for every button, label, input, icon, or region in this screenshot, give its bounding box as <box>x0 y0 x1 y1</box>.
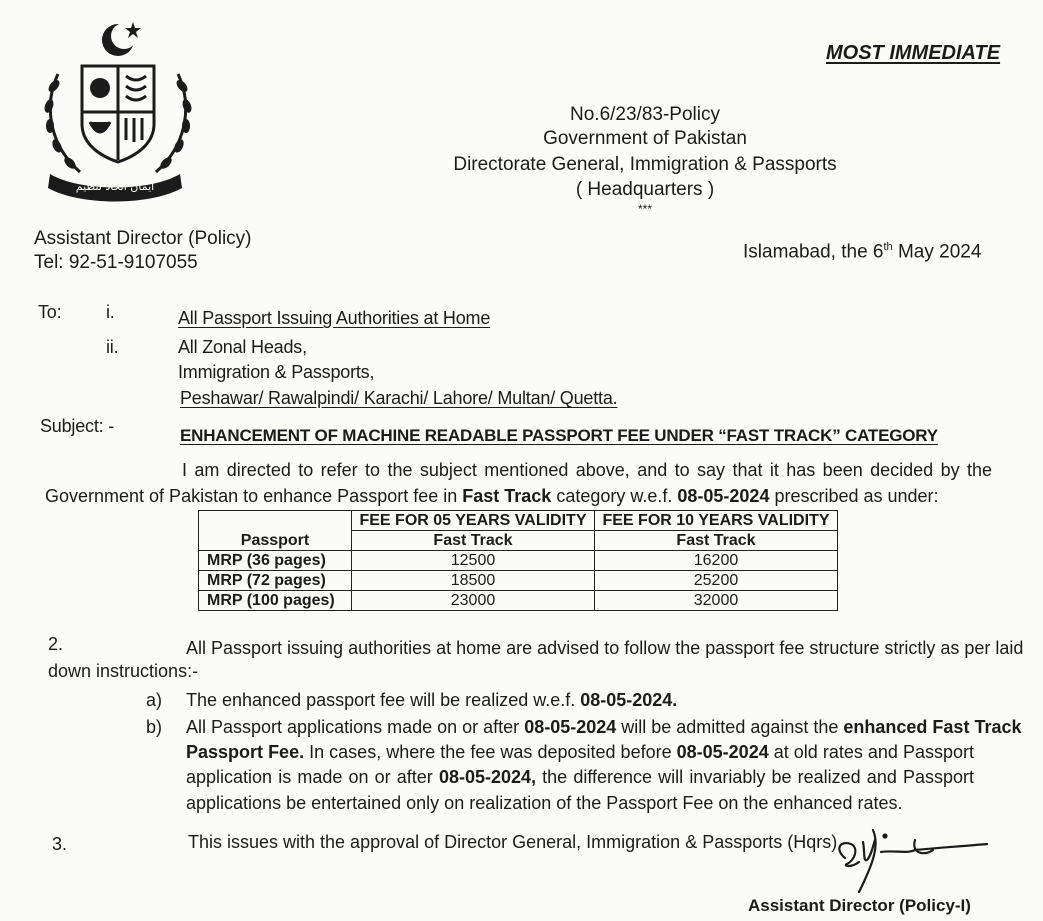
item-a-text: The enhanced passport fee will be realized w.e.f. 08-05-2024. <box>186 690 678 710</box>
government-crest-emblem <box>30 14 200 204</box>
directorate-name: Directorate General, Immigration & Passports <box>453 154 837 175</box>
subheader-10-year-fast-track: Fast Track <box>595 531 838 551</box>
sender-telephone: Tel: 92-51-9107055 <box>34 252 198 273</box>
table-row <box>199 591 838 611</box>
fee-table-header-row <box>199 511 838 531</box>
recipient-line-1: All Passport Issuing Authorities at Home <box>178 308 491 328</box>
shield-icon <box>82 66 154 162</box>
subject-label: Subject: - <box>40 416 115 436</box>
headquarters-label: ( Headquarters ) <box>575 179 715 200</box>
subheader-5-year-fast-track: Fast Track <box>352 531 595 551</box>
fee-10-year: 32000 <box>595 591 838 611</box>
sender-title: Assistant Director (Policy) <box>34 228 252 249</box>
fee-5-year: 18500 <box>352 571 595 591</box>
header-10-year-validity: FEE FOR 10 YEARS VALIDITY <box>595 511 838 531</box>
item-b-line-1: All Passport applications made on or after 08-05-2024 will be admitted against the enhanced Fast Track <box>186 717 1022 737</box>
recipient-line-2b: Immigration & Passports, <box>178 362 375 382</box>
para-2-number: 2. <box>48 634 64 654</box>
table-row <box>199 571 838 591</box>
fee-5-year: 12500 <box>352 551 595 571</box>
para-2-line-1: All Passport issuing authorities at home are advised to follow the passport fee structure strictly as per laid <box>186 638 1024 658</box>
crest-motto-text: ایمان اتحاد تنظیم <box>75 180 155 193</box>
recipient-line-2c-cities: Peshawar/ Rawalpindi/ Karachi/ Lahore/ Multan/ Quetta. <box>180 388 618 408</box>
letter-date: Islamabad, the 6th May 2024 <box>743 241 982 263</box>
header-passport: Passport <box>199 511 352 551</box>
item-b-line-3: application is made on or after 08-05-2024, the difference will invariably be realized and Passport <box>186 767 975 787</box>
priority-label: MOST IMMEDIATE <box>826 42 1001 64</box>
recipient-number-2: ii. <box>106 337 119 357</box>
to-label: To: <box>38 302 62 322</box>
para-3-number: 3. <box>52 834 68 854</box>
subject-text: ENHANCEMENT OF MACHINE READABLE PASSPORT FEE UNDER “FAST TRACK” CATEGORY <box>180 426 938 445</box>
government-name: Government of Pakistan <box>543 128 747 149</box>
para-2-line-2: down instructions:- <box>48 661 199 681</box>
crescent-star-icon <box>102 22 141 56</box>
table-row <box>199 551 838 571</box>
passport-fee-table <box>198 510 838 611</box>
passport-type: MRP (72 pages) <box>199 571 352 591</box>
item-b-line-2: Passport Fee. In cases, where the fee was deposited before 08-05-2024 at old rates and Passport <box>186 742 975 762</box>
intro-line-2: Government of Pakistan to enhance Passport fee in Fast Track category w.e.f. 08-05-2024 prescribed as under: <box>45 486 939 506</box>
fee-10-year: 16200 <box>595 551 838 571</box>
header-5-year-validity: FEE FOR 05 YEARS VALIDITY <box>352 511 595 531</box>
fee-10-year: 25200 <box>595 571 838 591</box>
motto-scroll <box>48 174 182 202</box>
intro-line-1: I am directed to refer to the subject mentioned above, and to say that it has been decided by the <box>182 460 992 480</box>
item-a-label: a) <box>146 690 163 710</box>
para-3-text: This issues with the approval of Director General, Immigration & Passports (Hqrs). <box>188 832 843 852</box>
fee-5-year: 23000 <box>352 591 595 611</box>
passport-type: MRP (36 pages) <box>199 551 352 571</box>
recipient-line-2a: All Zonal Heads, <box>178 337 307 357</box>
handwritten-signature <box>815 820 1005 895</box>
item-b-label: b) <box>146 717 163 737</box>
recipient-number-1: i. <box>106 302 115 322</box>
passport-type: MRP (100 pages) <box>199 591 352 611</box>
item-b-line-4: applications be entertained only on realization of the Passport Fee on the enhanced rates. <box>186 793 903 813</box>
reference-number: No.6/23/83-Policy <box>570 104 720 125</box>
header-stars: *** <box>637 202 652 216</box>
signature-designation: Assistant Director (Policy-I) <box>748 896 971 915</box>
